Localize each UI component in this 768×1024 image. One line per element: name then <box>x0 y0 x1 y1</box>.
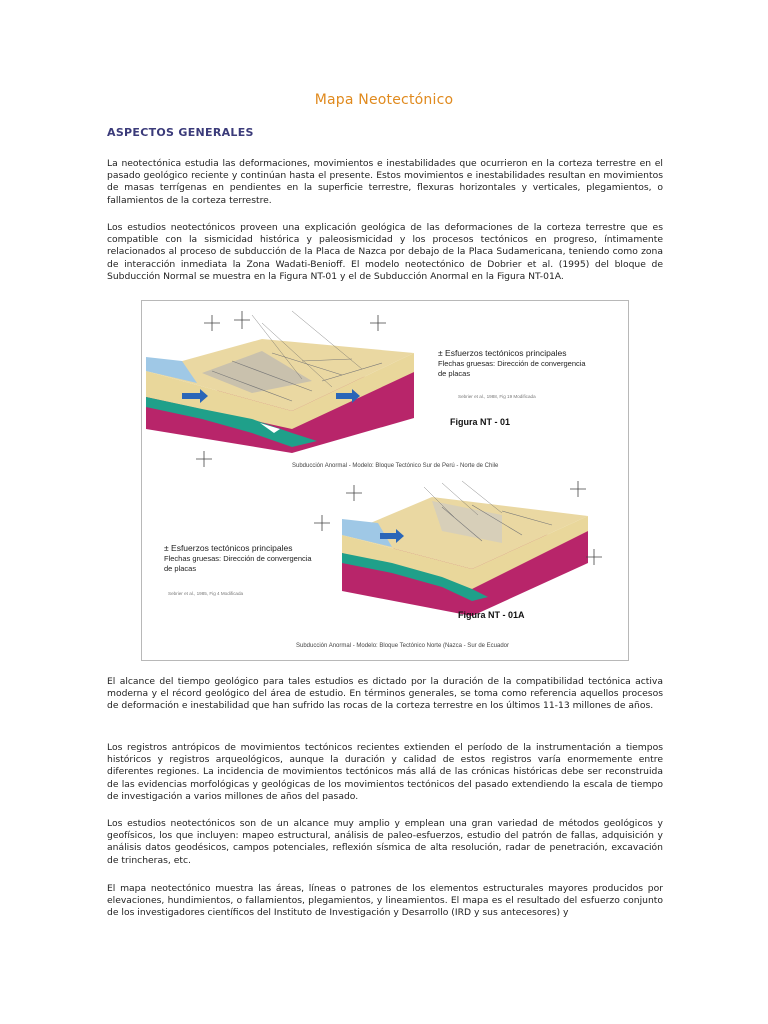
bottom-figure-label: Figura NT - 01A <box>458 610 525 620</box>
paragraph-1: La neotectónica estudia las deformaciones, movimientos e inestabilidades que ocurrieron en la corteza terrestre en el pasado geológico reciente y continúan hasta el presente. Estos movimientos e inestabilidades resultan en movimientos de masas terrígenas en pendientes en la superficie terrestre, flexuras horizontales y verticales, plegamientos, o fallamientos de la corteza terrestre. <box>107 158 663 206</box>
bottom-caption: Subducción Anormal - Modelo: Bloque Tectónico Norte (Nazca - Sur de Ecuador <box>296 643 510 649</box>
bottom-legend-line3: de placas <box>164 564 197 573</box>
bottom-legend-line1: ± Esfuerzos tectónicos principales <box>164 543 293 553</box>
top-legend-line1: ± Esfuerzos tectónicos principales <box>438 348 567 358</box>
paragraph-5: Los estudios neotectónicos son de un alcance muy amplio y emplean una gran variedad de métodos geológicos y geofísicos, los que incluyen: mapeo estructural, análisis de paleo-esfuerzos, estudio del patrón de fallas, adquisición y análisis datos geodésicos, campos potenciales, reflexión sísmica de alta resolución, radar de penetración, excavación de trincheras, etc. <box>107 818 663 866</box>
top-legend-line2: Flechas gruesas: Dirección de convergencia <box>438 359 586 368</box>
paragraph-3: El alcance del tiempo geológico para tales estudios es dictado por la duración de la compatibilidad tectónica activa moderna y el récord geológico del área de estudio. En términos generales, se toma como referencia aquellos procesos de deformación e inestabilidad que han sufrido las rocas de la corteza terrestre en los últimos 11-13 millones de años. <box>107 676 663 712</box>
section-heading: ASPECTOS GENERALES <box>107 126 254 139</box>
top-caption: Subducción Anormal - Modelo: Bloque Tectónico Sur de Perú - Norte de Chile <box>292 463 499 469</box>
bottom-source: Sebrier et al., 1985, Fig 4 Modificada <box>168 591 244 596</box>
top-block-diagram <box>146 311 414 467</box>
paragraph-6: El mapa neotectónico muestra las áreas, líneas o patrones de los elementos estructurales mayores producidos por elevaciones, hundimientos, o fallamientos, plegamientos, y lineamientos. El mapa es el resultado del esfuerzo conjunto de los investigadores científicos del Instituto de Investigación y Desarrollo (IRD y sus antecesores) y <box>107 883 663 919</box>
top-source: Sebrier et al., 1988, Fig 19 Modificada <box>458 394 536 399</box>
bottom-block-diagram <box>314 481 602 616</box>
page-title: Mapa Neotectónico <box>314 92 454 108</box>
bottom-legend-line2: Flechas gruesas: Dirección de convergencia <box>164 554 312 563</box>
paragraph-2: Los estudios neotectónicos proveen una explicación geológica de las deformaciones de la corteza terrestre que es compatible con la sismicidad histórica y paleosismicidad y los procesos tectónicos en progreso, íntimamente relacionados al proceso de subducción de la Placa de Nazca por debajo de la Placa Sudamericana, teniendo como zona de interacción inmediata la Zona Wadati-Benioff. El modelo neotectónico de Dobrier et al. (1995) del bloque de Subducción Normal se muestra en la Figura NT-01 y el de Subducción Anormal en la Figura NT-01A. <box>107 222 663 282</box>
top-legend-line3: de placas <box>438 369 471 378</box>
paragraph-4: Los registros antrópicos de movimientos tectónicos recientes extienden el período de la instrumentación a tiempos históricos y registros arqueológicos, aunque la duración y calidad de estos registros varía enormemente entre diferentes regiones. La incidencia de movimientos tectónicos más allá de las crónicas históricas debe ser reconstruida de las evidencias morfológicas y geológicas de los movimientos tectónicos del pasado extendiendo la escala de tiempo de investigación a varios millones de años del pasado. <box>107 742 663 802</box>
top-figure-label: Figura NT - 01 <box>450 417 511 427</box>
figure-nt-01 <box>141 300 629 661</box>
